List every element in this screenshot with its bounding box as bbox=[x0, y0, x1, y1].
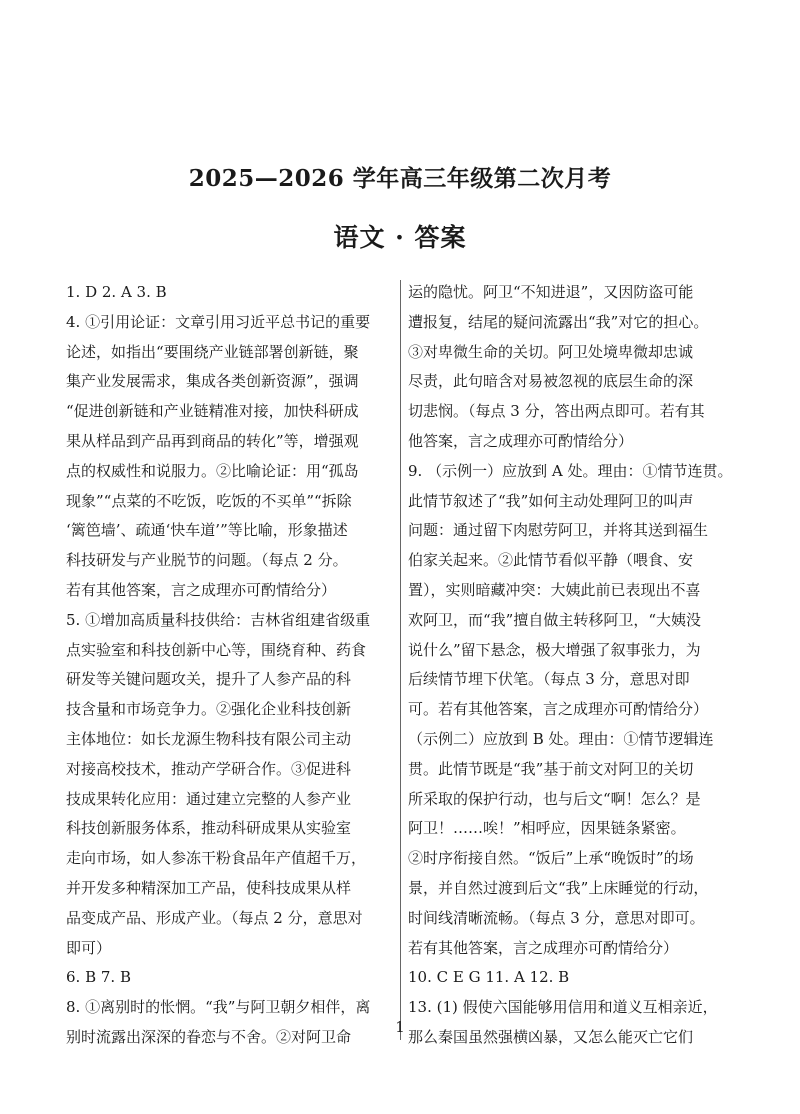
answer-line: 6. B 7. B bbox=[66, 968, 131, 987]
answer-line: 点的权威性和说服力。②比喻论证：用“孤岛 bbox=[66, 461, 359, 480]
answer-line: 现象”“点菜的不吃饭，吃饭的不买单”“拆除 bbox=[66, 491, 352, 510]
answer-line: 主体地位：如长龙源生物科技有限公司主动 bbox=[66, 729, 352, 748]
answer-line: 科技研发与产业脱节的问题。（每点 2 分。 bbox=[66, 551, 348, 570]
answer-line: ③对卑微生命的关切。阿卫处境卑微却忠诚 bbox=[408, 342, 694, 361]
answer-line: 别时流露出深深的眷恋与不舍。②对阿卫命 bbox=[66, 1027, 352, 1046]
answer-column-right bbox=[408, 278, 753, 1053]
answer-line: 后续情节埋下伏笔。（每点 3 分，意思对即 bbox=[408, 670, 690, 689]
answer-line: 切悲悯。（每点 3 分，答出两点即可。若有其 bbox=[408, 402, 705, 421]
answer-line: 可。若有其他答案，言之成理亦可酌情给分） bbox=[408, 700, 709, 719]
answer-line: 并开发多种精深加工产品，使科技成果从样 bbox=[66, 878, 352, 897]
answer-line: 遭报复，结尾的疑问流露出“我”对它的担心。 bbox=[408, 312, 709, 331]
answer-line: 置），实则暗藏冲突：大姨此前已表现出不喜 bbox=[408, 580, 701, 599]
answer-line: 果从样品到产品再到商品的转化”等，增强观 bbox=[66, 431, 359, 450]
answer-line: 集产业发展需求，集成各类创新资源”，强调 bbox=[66, 372, 359, 391]
answer-line: 贯。此情节既是“我”基于前文对阿卫的关切 bbox=[408, 759, 694, 778]
answer-line: 技成果转化应用：通过建立完整的人参产业 bbox=[66, 789, 352, 808]
answer-line: 13. (1) 假使六国能够用信用和道义互相亲近， bbox=[408, 998, 718, 1017]
document-subtitle: 语文 · 答案 bbox=[333, 223, 467, 252]
answer-line: 他答案，言之成理亦可酌情给分） bbox=[408, 431, 634, 450]
answer-line: 所采取的保护行动，也与后文“啊！怎么？是 bbox=[408, 789, 701, 808]
answer-line: 品变成产品、形成产业。（每点 2 分，意思对 bbox=[66, 908, 363, 927]
answer-line: 若有其他答案，言之成理亦可酌情给分） bbox=[408, 938, 679, 957]
column-divider bbox=[400, 280, 401, 1040]
answer-line: 论述，如指出“要围绕产业链部署创新链，聚 bbox=[66, 342, 359, 361]
answer-column-left bbox=[66, 278, 396, 1053]
answer-line: 运的隐忧。阿卫“不知进退”，又因防盗可能 bbox=[408, 283, 694, 301]
answer-line: 欢阿卫，而“我”擅自做主转移阿卫，“大姨没 bbox=[408, 610, 702, 629]
answer-line: 5. ①增加高质量科技供给：吉林省组建省级重 bbox=[66, 610, 371, 629]
answer-line: 问题：通过留下肉慰劳阿卫，并将其送到福生 bbox=[408, 521, 709, 540]
answer-line: 10. C E G 11. A 12. B bbox=[408, 968, 570, 987]
answer-line: 此情节叙述了“我”如何主动处理阿卫的叫声 bbox=[408, 491, 694, 510]
answer-line: 1. D 2. A 3. B bbox=[66, 283, 167, 301]
answer-line: 技含量和市场竞争力。②强化企业科技创新 bbox=[66, 700, 352, 719]
answer-line: 说什么”留下悬念，极大增强了叙事张力，为 bbox=[408, 640, 701, 659]
answer-line: 对接高校技术，推动产学研合作。③促进科 bbox=[66, 759, 352, 778]
page-number: 1 bbox=[395, 1018, 405, 1036]
answer-line: 8. ①离别时的怅惘。“我”与阿卫朝夕相伴，离 bbox=[66, 998, 371, 1017]
answer-line: 若有其他答案，言之成理亦可酌情给分） bbox=[66, 580, 337, 599]
answer-line: ②时序衔接自然。“饭后”上承“晚饭时”的场 bbox=[408, 849, 694, 868]
answer-line: 科技创新服务体系，推动科研成果从实验室 bbox=[66, 819, 352, 838]
answer-line: 点实验室和科技创新中心等，围绕育种、药食 bbox=[66, 640, 367, 659]
answer-line: 4. ①引用论证：文章引用习近平总书记的重要 bbox=[66, 312, 371, 331]
document-title: 2025—2026 学年高三年级第二次月考 bbox=[188, 165, 612, 192]
answer-line: 时间线清晰流畅。（每点 3 分，意思对即可。 bbox=[408, 908, 705, 927]
answer-line: 那么秦国虽然强横凶暴，又怎么能灭亡它们 bbox=[408, 1027, 694, 1046]
answer-line: 尽责，此句暗含对易被忽视的底层生命的深 bbox=[408, 372, 694, 391]
answer-line: 研发等关键问题攻关，提升了人参产品的科 bbox=[66, 670, 352, 689]
answer-line: ‘篱笆墙’、疏通‘快车道’”等比喻，形象描述 bbox=[66, 521, 348, 540]
answer-line: “促进创新链和产业链精准对接，加快科研成 bbox=[66, 402, 359, 421]
answer-line: 伯家关起来。②此情节看似平静（喂食、安 bbox=[408, 551, 694, 570]
answer-line: （示例二）应放到 B 处。理由：①情节逻辑连 bbox=[408, 729, 714, 748]
answer-line: 景，并自然过渡到后文“我”上床睡觉的行动， bbox=[408, 878, 709, 897]
answer-line: 即可） bbox=[66, 938, 112, 957]
answer-line: 走向市场，如人参冻干粉食品年产值超千万， bbox=[66, 849, 367, 868]
answer-line: 阿卫！……唉！”相呼应，因果链条紧密。 bbox=[408, 819, 686, 838]
answer-line: 9. （示例一）应放到 A 处。理由：①情节连贯。 bbox=[408, 461, 733, 480]
